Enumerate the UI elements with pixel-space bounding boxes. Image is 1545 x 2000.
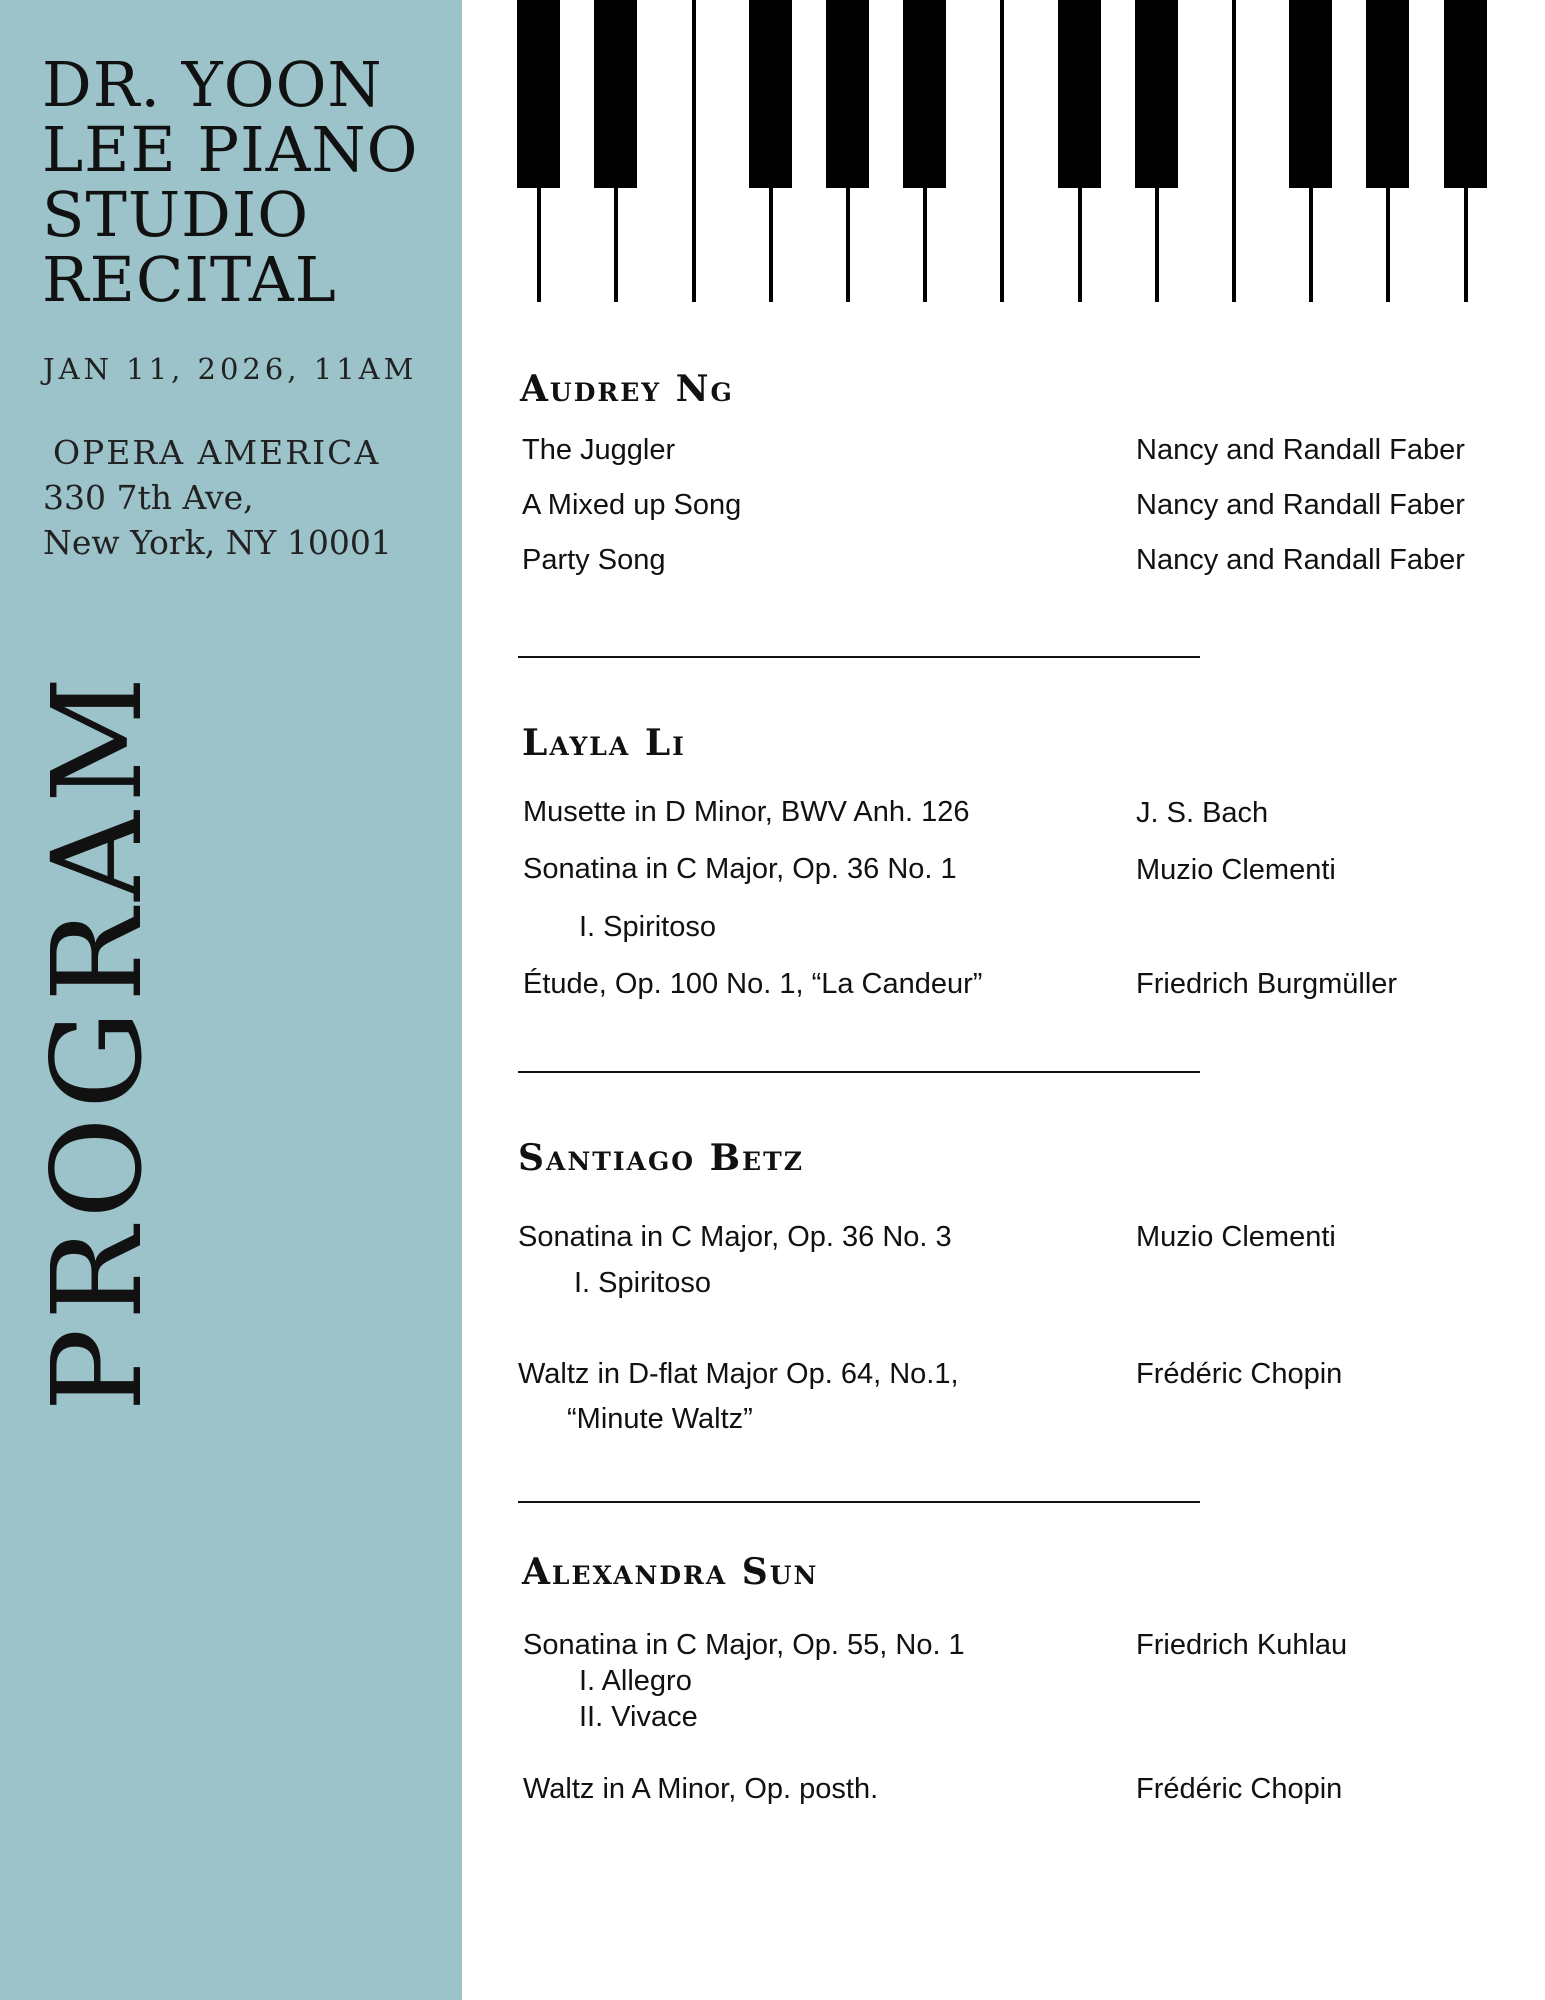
piece-composer: Frédéric Chopin: [1136, 1358, 1343, 1390]
section-divider: [518, 1501, 1200, 1503]
black-key: [749, 0, 792, 188]
piece-composer: J. S. Bach: [1136, 797, 1269, 829]
performer-name: Santiago Betz: [518, 1137, 804, 1179]
piece-title: The Juggler: [522, 434, 676, 466]
piano-keys-graphic: [510, 0, 1510, 310]
black-key: [826, 0, 869, 188]
piece-title: Sonatina in C Major, Op. 36 No. 3: [518, 1221, 952, 1253]
piece-movement: I. Spiritoso: [574, 1267, 711, 1299]
black-key: [517, 0, 560, 188]
piece-title: A Mixed up Song: [522, 489, 742, 521]
sidebar: [0, 0, 462, 2000]
piece-composer: Nancy and Randall Faber: [1136, 544, 1465, 576]
recital-date: JAN 11, 2026, 11AM: [43, 352, 418, 386]
piece-title: Sonatina in C Major, Op. 55, No. 1: [523, 1629, 965, 1661]
black-key: [1289, 0, 1332, 188]
black-key: [1135, 0, 1178, 188]
page-title: DR. YOON LEE PIANO STUDIO RECITAL: [42, 48, 419, 316]
performer-name: Layla Li: [522, 722, 686, 764]
black-key: [1058, 0, 1101, 188]
piece-title: Sonatina in C Major, Op. 36 No. 1: [523, 853, 957, 885]
program-heading: PROGRAM: [26, 668, 170, 1412]
piece-composer: Muzio Clementi: [1136, 1221, 1336, 1253]
section-divider: [518, 1071, 1200, 1073]
black-key: [1366, 0, 1409, 188]
piece-movement: II. Vivace: [579, 1701, 698, 1733]
performer-name: Alexandra Sun: [522, 1551, 819, 1593]
piece-movement: I. Spiritoso: [579, 911, 716, 943]
piece-title: Étude, Op. 100 No. 1, “La Candeur”: [523, 968, 983, 1000]
venue-address: [43, 430, 392, 565]
piece-composer: Muzio Clementi: [1136, 854, 1336, 886]
black-key: [1444, 0, 1487, 188]
piece-title: Musette in D Minor, BWV Anh. 126: [523, 796, 970, 828]
venue-street: 330 7th Ave,: [43, 478, 254, 517]
piece-composer: Friedrich Kuhlau: [1136, 1629, 1348, 1661]
black-key: [594, 0, 637, 188]
performer-name: Audrey Ng: [520, 368, 734, 410]
piece-title: Waltz in D-flat Major Op. 64, No.1,: [518, 1358, 959, 1390]
venue-city: New York, NY 10001: [43, 523, 392, 562]
piece-title: Waltz in A Minor, Op. posth.: [523, 1773, 879, 1805]
piece-composer: Nancy and Randall Faber: [1136, 489, 1465, 521]
piece-movement: I. Allegro: [579, 1665, 692, 1697]
piece-title: Party Song: [522, 544, 666, 576]
piece-composer: Frédéric Chopin: [1136, 1773, 1343, 1805]
black-key: [903, 0, 946, 188]
piece-subtitle: “Minute Waltz”: [567, 1403, 753, 1435]
section-divider: [518, 656, 1200, 658]
venue-name: OPERA AMERICA: [53, 433, 381, 472]
piece-composer: Nancy and Randall Faber: [1136, 434, 1465, 466]
piece-composer: Friedrich Burgmüller: [1136, 968, 1398, 1000]
